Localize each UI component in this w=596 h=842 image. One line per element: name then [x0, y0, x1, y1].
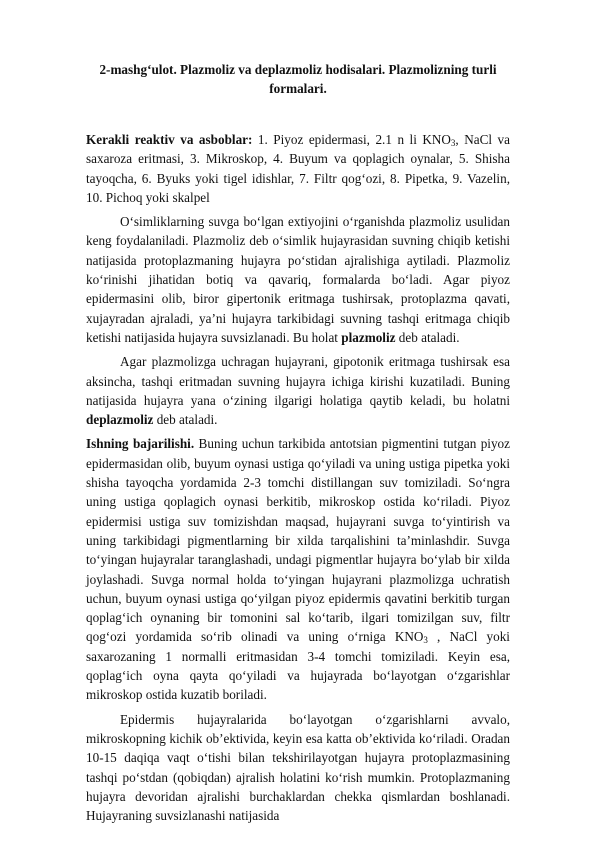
materials-paragraph: [86, 130, 510, 207]
procedure-subscript: 3: [423, 635, 428, 646]
materials-subscript: 3: [450, 138, 456, 148]
procedure-paragraph: [86, 434, 510, 704]
plasmolysis-text: O‘simliklarning suvga bo‘lgan extiyojini o‘rganishda plazmoliz usulidan keng foydalaniladi. Plazmoliz deb o‘simlik hujayrasidan suvning chiqib ketishi natijasida protoplazmaning hujayra po‘stidan ajralishiga aytiladi. Plazmoliz ko‘rinishi jihatidan botiq va qavariq, formalarda bo‘ladi. Agar piyoz epidermasini olib, biror gipertonik eritmaga tushirsak, protoplazma qavati, xujayradan ajraladi, ya’ni hujayra tarkibidagi suvning tashqi eritmaga chiqib ketishi natijasida hujayra suvsizlanadi. Bu holat: [86, 214, 510, 345]
deplasmolysis-paragraph: [86, 352, 510, 429]
procedure-text-b: , NaCl yoki saxarozaning 1 normalli eritmasidan 3-4 tomchi tomiziladi. Keyin esa, qoplag‘ich oyna qayta qo‘yiladi va hujayrada bo‘layotgan o‘zgarishlar mikroskop ostida kuzatib boriladi.: [86, 629, 510, 703]
deplasmolysis-text: Agar plazmolizga uchragan hujayrani, gipotonik eritmaga tushirsak esa aksincha, tashqi eritmadan suvning hujayra ichiga kirishi kuzatiladi. Buning natijasida hujayra yana o‘zining ilgarigi holatiga qaytib keladi, bu holatni: [86, 354, 510, 408]
document-title: 2-mashg‘ulot. Plazmoliz va deplazmoliz hodisalari. Plazmolizning turli formalari.: [99, 62, 497, 96]
procedure-label: Ishning bajarilishi.: [86, 436, 195, 452]
deplasmolysis-end: deb ataladi.: [153, 412, 218, 428]
deplasmolysis-term: deplazmoliz: [86, 412, 154, 428]
materials-text-b: , NaCl va saxaroza eritmasi, 3. Mikroskop, 4. Buyum va qoplagich oynalar, 5. Shisha tayoqcha, 6. Byuks yoki tigel idishlar, 7. Filtr qog‘ozi, 8. Pipetka, 9. Vazelin, 10. Pichoq yoki skalpel: [86, 132, 510, 205]
plasmolysis-term: plazmoliz: [341, 329, 396, 345]
procedure-text-a: Buning uchun tarkibida antotsian pigmentini tutgan piyoz epidermasidan olib, buyum oynasi ustiga qo‘yiladi va uning ustiga pipetka yoki shisha tayoqcha yordamida 2-3 tomchi distillangan suv tomiziladi. So‘ngra uning ustiga qoplagich oynasi berkitib, mikroskop ostida ko‘riladi. Piyoz epidermisi ustiga suv tomizishdan maqsad, hujayrani suvga to‘yintirish va uning tarkibidagi pigmentlarning bir xilda tarqalishini ta’minlashdir. Suvga to‘yingan hujayralar taranglashadi, undagi pigmentlar hujayra bo‘ylab bir xilda joylashadi. Suvga normal holda to‘yingan hujayrani plazmolizga uchratish uchun, buyum oynasi ustiga qo‘yilgan piyoz epidermis qavatini berkitib turgan qoplag‘ich oynaning bir tomonini sal ko‘tarib, ilgari tomizilgan suv, filtr qog‘ozi yordamida so‘rib olinadi va uning o‘rniga KNO: [86, 436, 511, 645]
materials-label: Kerakli reaktiv va asboblar:: [86, 132, 253, 147]
plasmolysis-paragraph: [86, 212, 510, 347]
document-body: [86, 130, 510, 830]
materials-text-a: 1. Piyoz epidermasi, 2.1 n li KNO: [252, 132, 451, 147]
observation-paragraph: [86, 710, 510, 826]
plasmolysis-end: deb ataladi.: [395, 329, 460, 345]
observation-text: Epidermis hujayralarida bo‘layotgan o‘zgarishlarni avvalo, mikroskopning kichik ob’ektivida, keyin esa katta ob’ektivida ko‘riladi. Oradan 10-15 daqiqa vaqt o‘tishi bilan tekshirilayotgan hujayra protoplazmasining tashqi po‘stdan (qobiqdan) ajralish holatini ko‘rish mumkin. Protoplazmaning hujayra devoridan ajralishi burchaklardan chekka qismlardan boshlanadi. Hujayraning suvsizlanashi natijasida: [86, 711, 510, 824]
